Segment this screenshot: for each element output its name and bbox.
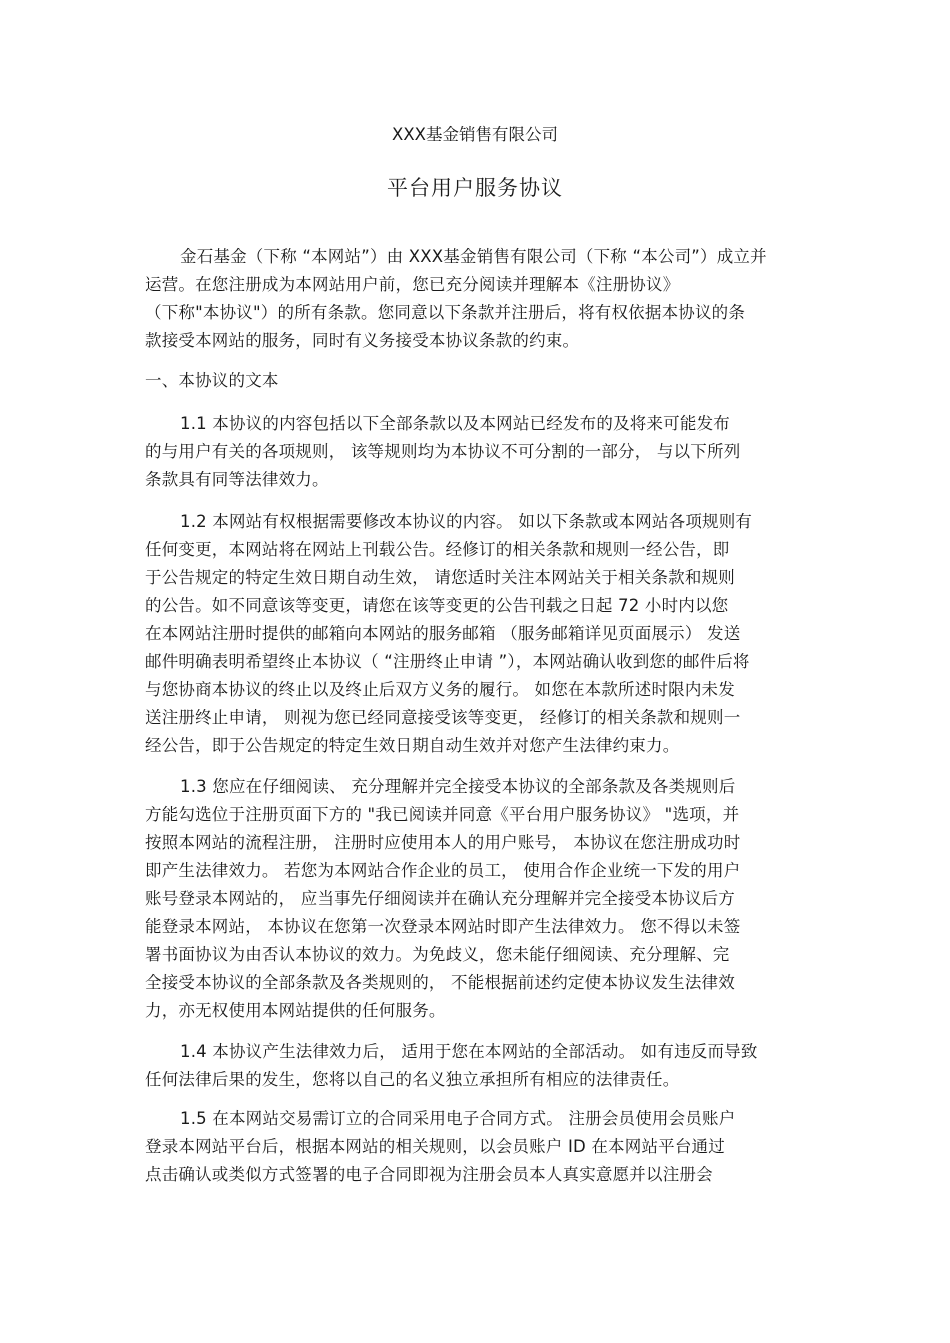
text-line: 的公告。如不同意该等变更，请您在该等变更的公告刊载之日起 72 小时内以您 — [145, 596, 729, 615]
text-line: 的与用户有关的各项规则， 该等规则均为本协议不可分割的一部分， 与以下所列 — [145, 442, 741, 461]
text-line: 任何法律后果的发生，您将以自己的名义独立承担所有相应的法律责任。 — [145, 1070, 680, 1089]
text-line: 1.3 您应在仔细阅读、 充分理解并完全接受本协议的全部条款及各类规则后 — [180, 777, 736, 796]
text-line: 能登录本网站， 本协议在您第一次登录本网站时即产生法律效力。 您不得以未签 — [145, 917, 741, 936]
text-line: 与您协商本协议的终止以及终止后双方义务的履行。 如您在本款所述时限内未发 — [145, 680, 735, 699]
text-line: 力，亦无权使用本网站提供的任何服务。 — [145, 1001, 446, 1020]
text-line: 款接受本网站的服务，同时有义务接受本协议条款的约束。 — [145, 331, 580, 350]
text-line: 邮件明确表明希望终止本协议（ “注册终止申请 ”），本网站确认收到您的邮件后将 — [145, 652, 750, 671]
text-line: 运营。在您注册成为本网站用户前，您已充分阅读并理解本《注册协议》 — [145, 275, 680, 294]
text-line: 方能勾选位于注册页面下方的 "我已阅读并同意《平台用户服务协议》 "选项，并 — [145, 805, 740, 824]
text-line: 1.4 本协议产生法律效力后， 适用于您在本网站的全部活动。 如有违反而导致 — [180, 1042, 758, 1061]
text-line: 1.1 本协议的内容包括以下全部条款以及本网站已经发布的及将来可能发布 — [180, 414, 730, 433]
text-line: 账号登录本网站的， 应当事先仔细阅读并在确认充分理解并完全接受本协议后方 — [145, 889, 735, 908]
text-line: 1.5 在本网站交易需订立的合同采用电子合同方式。 注册会员使用会员账户 — [180, 1109, 736, 1128]
document-title: 平台用户服务协议 — [387, 176, 563, 200]
text-line: 在本网站注册时提供的邮箱向本网站的服务邮箱 （服务邮箱详见页面展示） 发送 — [145, 624, 741, 643]
text-line: 点击确认或类似方式签署的电子合同即视为注册会员本人真实意愿并以注册会 — [145, 1165, 713, 1184]
text-line: 即产生法律效力。 若您为本网站合作企业的员工， 使用合作企业统一下发的用户 — [145, 861, 741, 880]
text-line: 经公告，即于公告规定的特定生效日期自动生效并对您产生法律约束力。 — [145, 736, 680, 755]
text-line: 于公告规定的特定生效日期自动生效， 请您适时关注本网站关于相关条款和规则 — [145, 568, 735, 587]
text-line: 1.2 本网站有权根据需要修改本协议的内容。 如以下条款或本网站各项规则有 — [180, 512, 753, 531]
text-line: 登录本网站平台后，根据本网站的相关规则，以会员账户 ID 在本网站平台通过 — [145, 1137, 725, 1156]
section-heading: 一、本协议的文本 — [145, 371, 279, 390]
text-line: （下称"本协议"）的所有条款。您同意以下条款并注册后，将有权依据本协议的条 — [145, 303, 746, 322]
text-line: 署书面协议为由否认本协议的效力。为免歧义，您未能仔细阅读、充分理解、完 — [145, 945, 730, 964]
text-line: 送注册终止申请， 则视为您已经同意接受该等变更， 经修订的相关条款和规则一 — [145, 708, 741, 727]
text-line: 金石基金（下称 “本网站”）由 XXX基金销售有限公司（下称 “本公司”）成立并 — [180, 247, 767, 266]
text-line: 全接受本协议的全部条款及各类规则的， 不能根据前述约定使本协议发生法律效 — [145, 973, 735, 992]
text-line: 任何变更，本网站将在网站上刊载公告。经修订的相关条款和规则一经公告，即 — [145, 540, 730, 559]
text-line: 条款具有同等法律效力。 — [145, 470, 329, 489]
company-name: XXX基金销售有限公司 — [392, 125, 558, 144]
text-line: 按照本网站的流程注册， 注册时应使用本人的用户账号， 本协议在您注册成功时 — [145, 833, 741, 852]
